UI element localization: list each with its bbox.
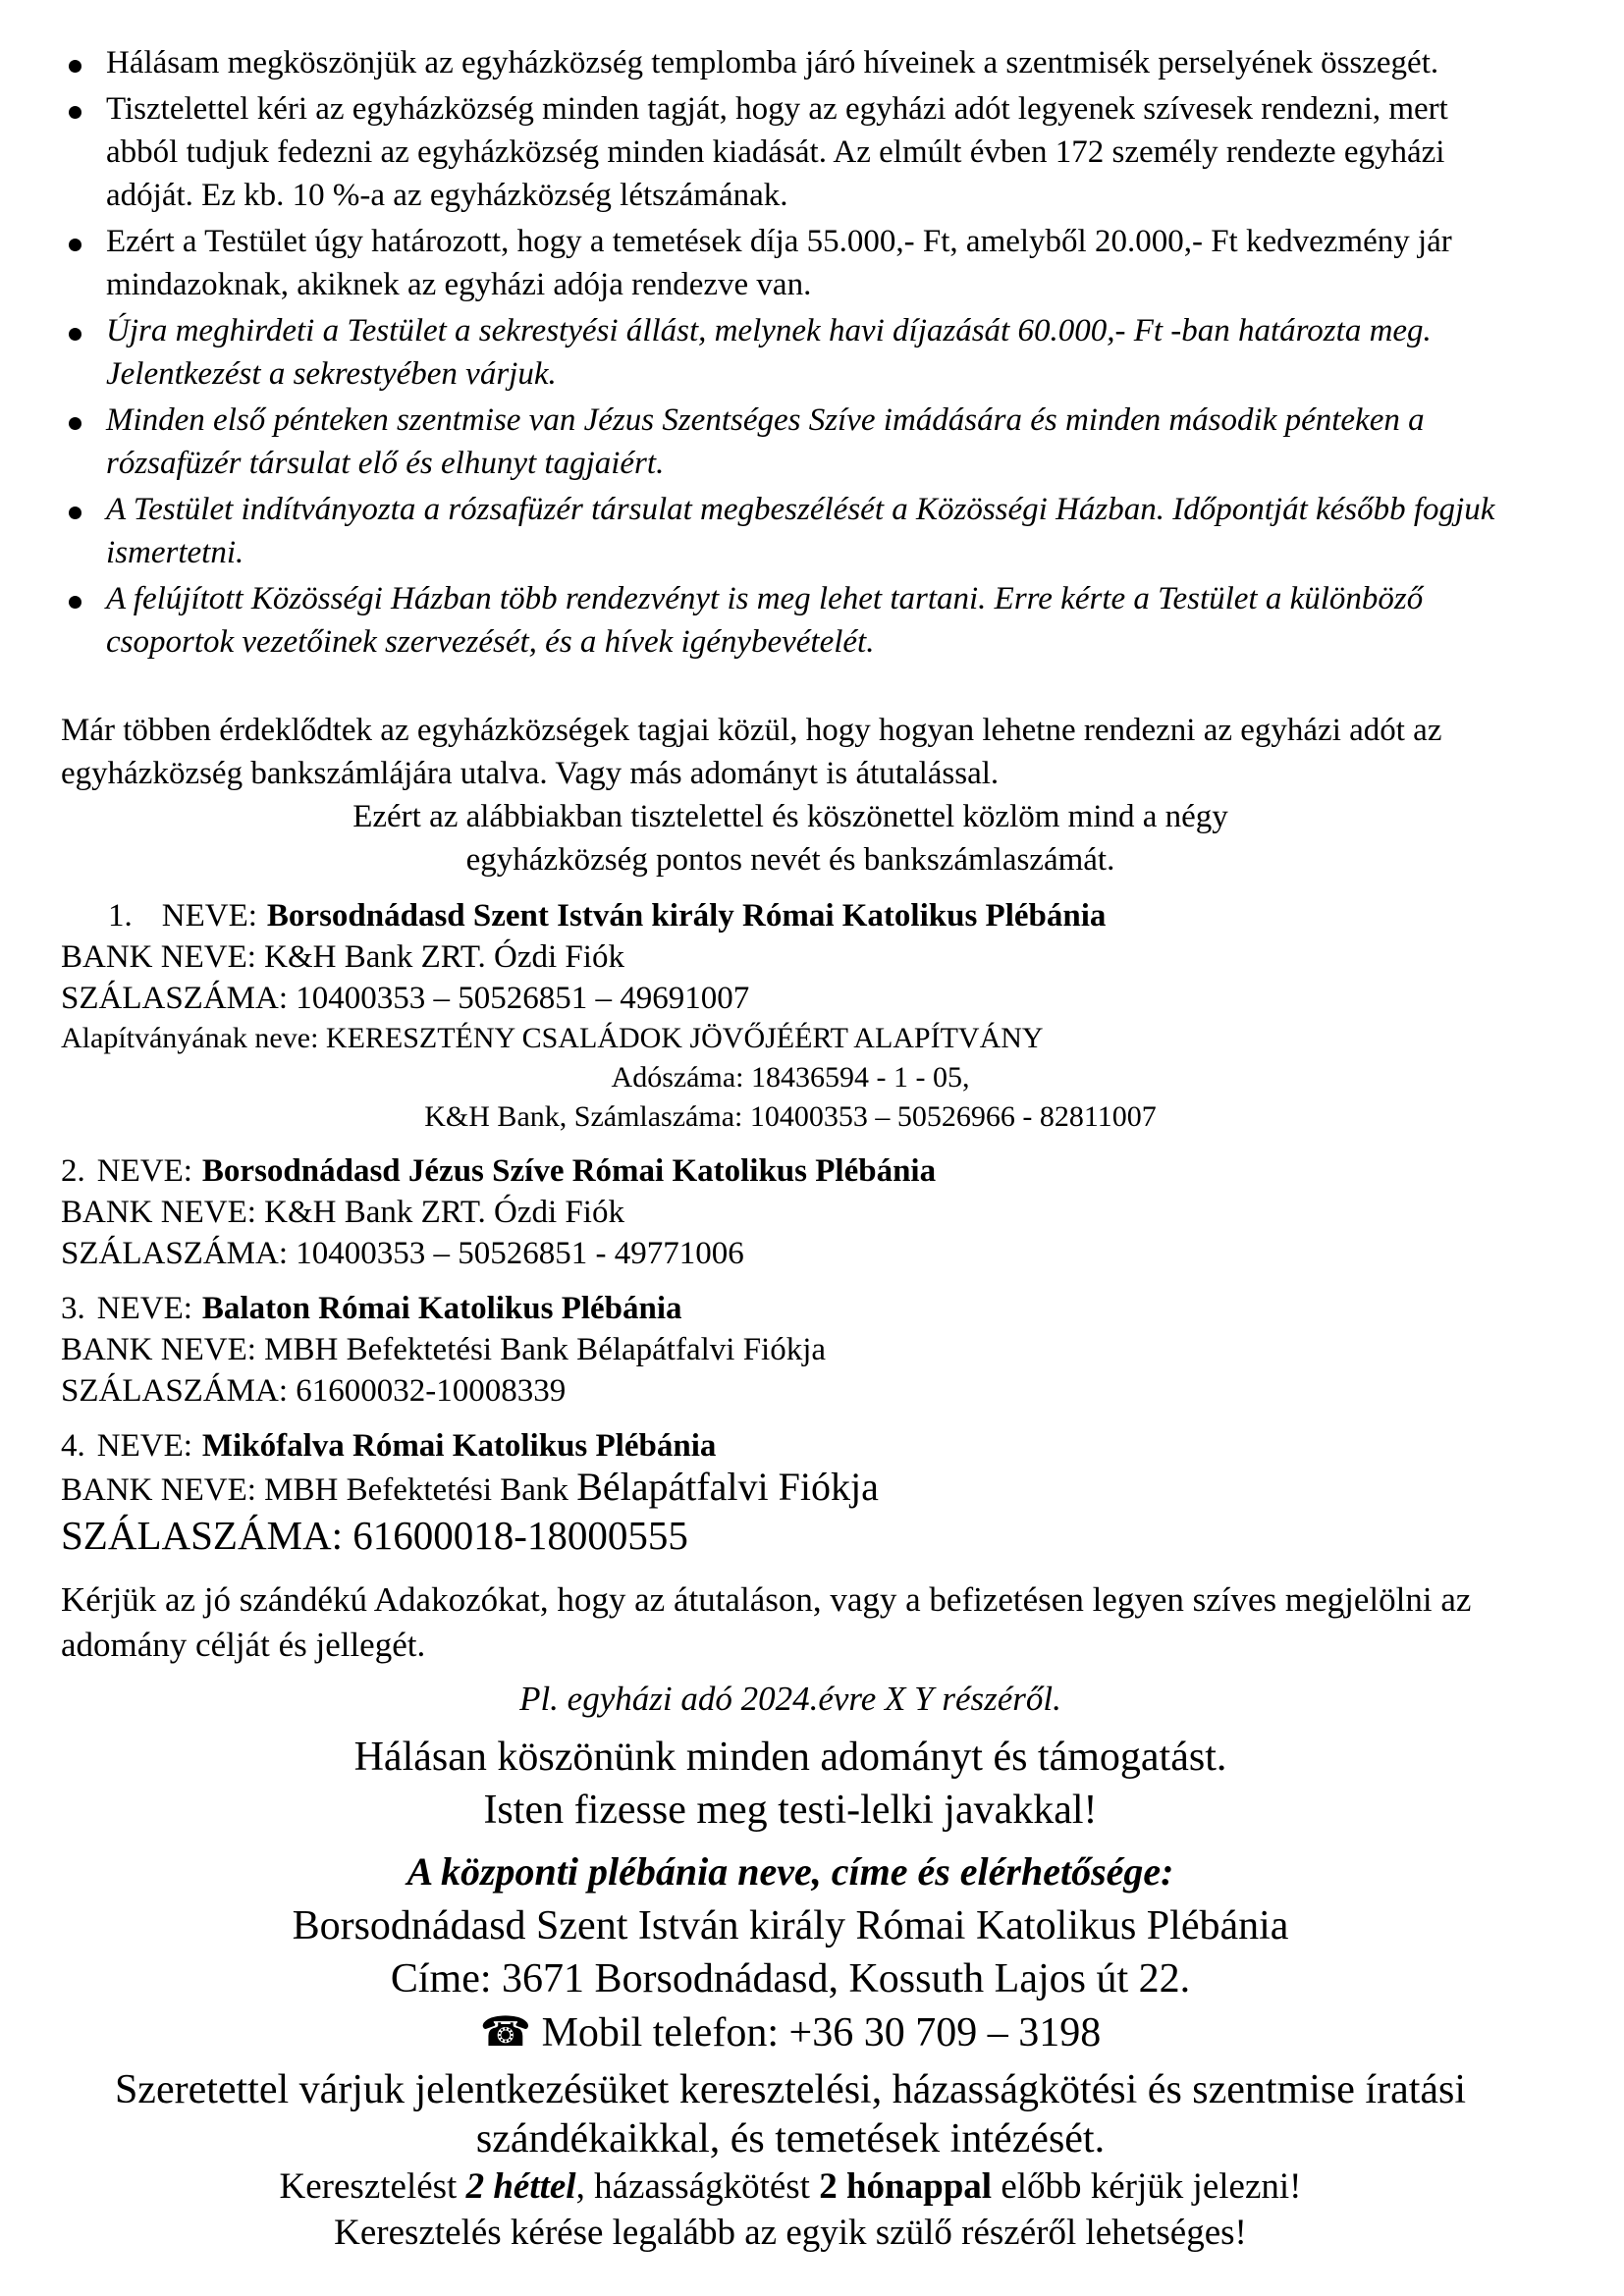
notice-months-bold: 2 hónappal <box>819 2166 993 2207</box>
bullet-icon <box>61 87 106 131</box>
blessing-line: Isten fizesse meg testi-lelki javakkal! <box>483 1788 1098 1833</box>
bullet-icon <box>61 220 106 263</box>
bank-name-line: BANK NEVE: MBH Befektetési Bank Bélapátfalvi Fiókja <box>61 1332 827 1367</box>
parish-name: Borsodnádasd Szent István király Római Katolikus Plébánia <box>266 898 1107 934</box>
foundation-name-line: Alapítványának neve: KERESZTÉNY CSALÁDOK JÖVŐJÉÉRT ALAPÍTVÁNY <box>61 1022 1044 1054</box>
announcement-text: Minden első pénteken szentmise van Jézus Szentséges Szíve imádására és minden második pénteken a rózsafüzér társulat elő és elhunyt tagjaiért. <box>106 402 1425 481</box>
foundation-tax-number-line: Adószáma: 18436594 - 1 - 05, <box>611 1061 970 1094</box>
intro-center-line-2: egyházközség pontos nevét és bankszámlaszámát. <box>465 842 1115 878</box>
list-item <box>61 309 1520 396</box>
bank-name-line: BANK NEVE: K&H Bank ZRT. Ózdi Fiók <box>61 1195 624 1230</box>
parish-entry-4 <box>61 1425 1520 1560</box>
notice-weeks-bold: 2 héttel <box>465 2166 576 2207</box>
parish-number: 1. <box>108 898 133 934</box>
baptism-note-line: Keresztelés kérése legalább az egyik szülő részéről lehetséges! <box>334 2213 1247 2253</box>
account-number-line: SZÁLASZÁMA: 61600018-18000555 <box>61 1513 688 1558</box>
address-line: Címe: 3671 Borsodnádasd, Kossuth Lajos út 22. <box>390 1956 1191 2002</box>
central-parish-name: Borsodnádasd Szent István király Római Katolikus Plébánia <box>292 1903 1289 1949</box>
account-number-line: SZÁLASZÁMA: 10400353 – 50526851 - 49771006 <box>61 1236 744 1271</box>
parish-name-line <box>61 1425 1520 1467</box>
bank-name-line <box>61 1467 1520 1511</box>
parish-entry-1 <box>61 895 1520 1137</box>
announcement-text: Tisztelettel kéri az egyházközség minden tagját, hogy az egyházi adót legyenek szívesek rendezni, mert abból tudjuk fedezni az egyházközség minden kiadását. Az elmúlt évben 172 személy rendezte egyházi adóját. Ez kb. 10 %-a az egyházközség létszámának. <box>106 91 1448 213</box>
parish-name: Mikófalva Római Katolikus Plébánia <box>201 1428 717 1464</box>
list-item <box>61 488 1520 574</box>
bullet-icon <box>61 488 106 531</box>
parish-name: Balaton Római Katolikus Plébánia <box>201 1291 682 1326</box>
bank-name-text: BANK NEVE: MBH Befektetési Bank <box>61 1472 568 1508</box>
thanks-line: Hálásan köszönünk minden adományt és támogatást. <box>353 1735 1227 1780</box>
parish-account-section <box>61 895 1520 1560</box>
bullet-icon <box>61 399 106 442</box>
list-item <box>61 577 1520 664</box>
notice-text: Keresztelést <box>279 2166 466 2207</box>
list-item <box>61 87 1520 217</box>
account-number-line: SZÁLASZÁMA: 10400353 – 50526851 – 49691007 <box>61 981 750 1016</box>
contact-heading: A központi plébánia neve, címe és elérhetősége: <box>406 1849 1174 1894</box>
notice-line <box>61 2163 1520 2210</box>
announcement-text: A felújított Közösségi Házban több rendezvényt is meg lehet tartani. Erre kérte a Testület a különböző csoportok vezetőinek szervezését, és a hívek igénybevételét. <box>106 581 1424 660</box>
intro-paragraph: Már többen érdeklődtek az egyházközségek tagjai közül, hogy hogyan lehetne rendezni az egyházi adót az egyházközség bankszámlájára utalva. Vagy más adományt is átutalással. <box>61 713 1442 791</box>
account-number-line: SZÁLASZÁMA: 61600032-10008339 <box>61 1373 567 1409</box>
list-item <box>61 220 1520 306</box>
parish-name-line <box>61 895 1520 936</box>
notice-text: , házasságkötést <box>575 2166 820 2207</box>
announcement-text: Ezért a Testület úgy határozott, hogy a temetések díja 55.000,- Ft, amelyből 20.000,- Ft kedvezmény jár mindazoknak, akiknek az egyházi adója rendezve van. <box>106 224 1452 302</box>
intro-center-line-1: Ezért az alábbiakban tisztelettel és köszönettel közlöm mind a négy <box>352 799 1228 834</box>
parish-name-label: NEVE: <box>96 1428 192 1464</box>
parish-name-line <box>61 1150 1520 1192</box>
foundation-account-line: K&H Bank, Számlaszáma: 10400353 – 50526966 - 82811007 <box>424 1100 1157 1133</box>
parish-number: 2. <box>61 1153 85 1189</box>
invitation-line: Szeretettel várjuk jelentkezésüket keresztelési, házasságkötési és szentmise íratási szándékaikkal, és temetések intézését. <box>114 2067 1467 2162</box>
bullet-icon <box>61 309 106 352</box>
donation-example-line: Pl. egyházi adó 2024.évre X Y részéről. <box>519 1680 1061 1718</box>
bank-name-line: BANK NEVE: K&H Bank ZRT. Ózdi Fiók <box>61 939 624 975</box>
announcement-list <box>61 41 1520 664</box>
announcement-text: Hálásam megköszönjük az egyházközség templomba járó híveinek a szentmisék perselyének összegét. <box>106 45 1439 80</box>
bank-branch-text: Bélapátfalvi Fiókja <box>576 1465 879 1509</box>
parish-entry-2 <box>61 1150 1520 1274</box>
phone-icon: ☎ <box>479 2007 532 2056</box>
parish-name-label: NEVE: <box>96 1291 192 1326</box>
parish-entry-3 <box>61 1288 1520 1412</box>
parish-number: 3. <box>61 1291 85 1326</box>
announcement-text: A Testület indítványozta a rózsafüzér társulat megbeszélését a Közösségi Házban. Időpontját később fogjuk ismertetni. <box>106 492 1495 570</box>
phone-text: Mobil telefon: +36 30 709 – 3198 <box>541 2010 1102 2056</box>
phone-line <box>61 2005 1520 2059</box>
parish-name-label: NEVE: <box>96 1153 192 1189</box>
list-item <box>61 41 1520 84</box>
bullet-icon <box>61 577 106 620</box>
donation-paragraph: Kérjük az jó szándékú Adakozókat, hogy az átutaláson, vagy a befizetésen legyen szíves megjelölni az adomány célját és jellegét. <box>61 1580 1472 1664</box>
notice-text: előbb kérjük jelezni! <box>992 2166 1302 2207</box>
bullet-icon <box>61 41 106 84</box>
parish-name-line <box>61 1288 1520 1329</box>
parish-name-label: NEVE: <box>161 898 257 934</box>
list-item <box>61 399 1520 485</box>
parish-name: Borsodnádasd Jézus Szíve Római Katolikus Plébánia <box>201 1153 937 1189</box>
parish-number: 4. <box>61 1428 85 1464</box>
announcement-text: Újra meghirdeti a Testület a sekrestyési állást, melynek havi díjazását 60.000,- Ft -ban határozta meg. Jelentkezést a sekrestyében várjuk. <box>106 313 1432 392</box>
